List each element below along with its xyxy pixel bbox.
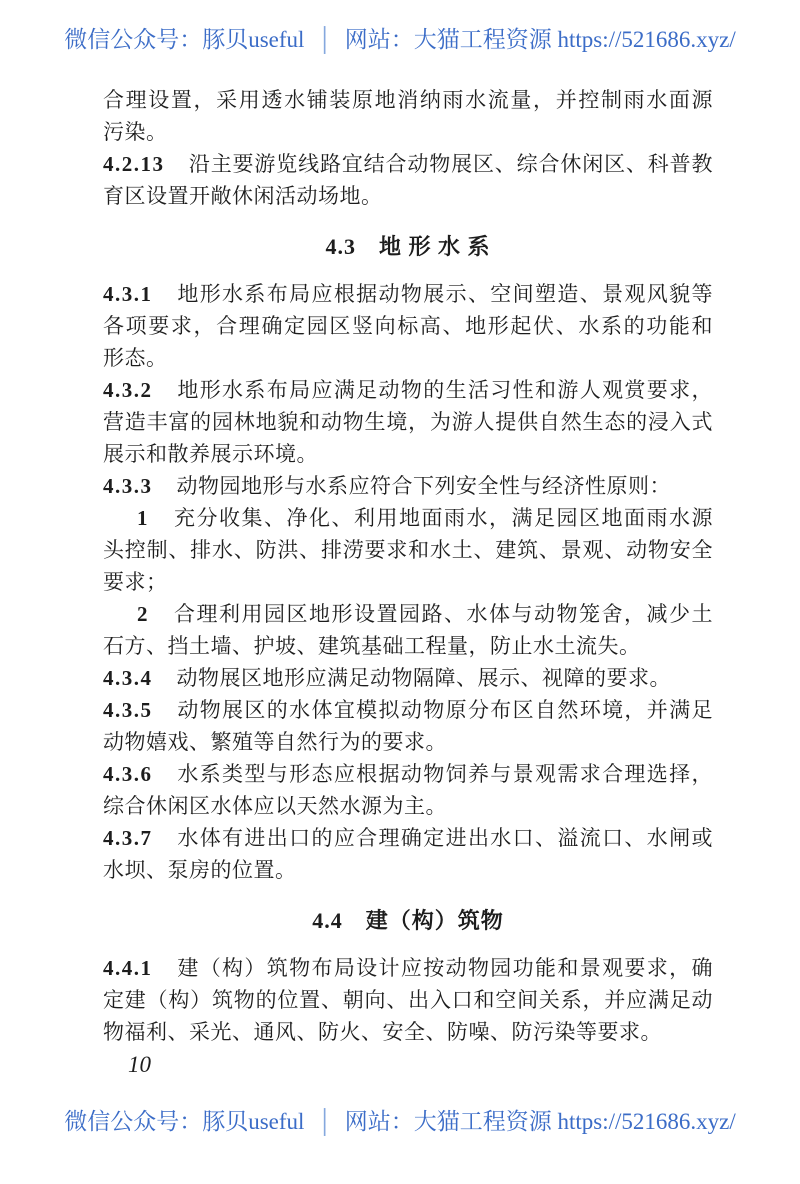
clause-line: 动物嬉戏、繁殖等自然行为的要求。 xyxy=(103,730,447,754)
clause-line: 定建（构）筑物的位置、朝向、出入口和空间关系，并应满足动 xyxy=(103,988,713,1012)
clause-line: 4.3.1 地形水系布局应根据动物展示、空间塑造、景观风貌等 xyxy=(103,282,713,306)
subitem-line: 2 合理利用园区地形设置园路、水体与动物笼舍，减少土 xyxy=(137,602,713,626)
clause-line: 各项要求，合理确定园区竖向标高、地形起伏、水系的功能和 xyxy=(103,314,713,338)
clause-block xyxy=(103,278,713,374)
clause-line: 综合休闲区水体应以天然水源为主。 xyxy=(103,794,447,818)
clause-block xyxy=(103,822,713,886)
paragraph-block xyxy=(103,84,713,148)
subitem-line: 1 充分收集、净化、利用地面雨水，满足园区地面雨水源 xyxy=(137,506,713,530)
document-body xyxy=(103,84,713,1048)
clause-line: 形态。 xyxy=(103,346,168,370)
watermark-header-right: 网站：大猫工程资源 https://521686.xyz/ xyxy=(344,27,736,52)
page-number: 10 xyxy=(128,1052,151,1077)
watermark-footer xyxy=(0,1108,800,1136)
paragraph-line: 合理设置，采用透水铺装原地消纳雨水流量，并控制雨水面源 xyxy=(103,88,713,112)
clause-line: 水坝、泵房的位置。 xyxy=(103,858,297,882)
clause-number: 2 xyxy=(137,602,149,626)
clause-number: 4.3.3 xyxy=(103,474,153,498)
watermark-header-left: 微信公众号：豚贝useful xyxy=(64,27,305,52)
section-heading: 4.3 地 形 水 系 xyxy=(325,234,491,259)
clause-line: 育区设置开敞休闲活动场地。 xyxy=(103,184,383,208)
clause-line: 4.3.6 水系类型与形态应根据动物饲养与景观需求合理选择， xyxy=(103,762,713,786)
clause-block xyxy=(103,758,713,822)
watermark-footer-left: 微信公众号：豚贝useful xyxy=(64,1109,305,1134)
clause-line: 营造丰富的园林地貌和动物生境，为游人提供自然生态的浸入式 xyxy=(103,410,713,434)
watermark-header xyxy=(0,26,800,54)
paragraph-line: 污染。 xyxy=(103,120,168,144)
subitem-line: 石方、挡土墙、护坡、建筑基础工程量，防止水土流失。 xyxy=(103,634,641,658)
clause-number: 4.3.7 xyxy=(103,826,153,850)
clause-line: 4.4.1 建（构）筑物布局设计应按动物园功能和景观要求，确 xyxy=(103,956,713,980)
clause-number: 4.2.13 xyxy=(103,152,165,176)
clause-number: 4.3.1 xyxy=(103,282,153,306)
clause-line: 4.3.2 地形水系布局应满足动物的生活习性和游人观赏要求， xyxy=(103,378,713,402)
watermark-separator-icon: │ xyxy=(316,27,333,52)
clause-line: 展示和散养展示环境。 xyxy=(103,442,318,466)
clause-number: 4.3.6 xyxy=(103,762,153,786)
clause-block xyxy=(103,662,713,694)
clause-block xyxy=(103,694,713,758)
clause-line: 4.3.3 动物园地形与水系应符合下列安全性与经济性原则： xyxy=(103,474,671,498)
watermark-separator-icon: │ xyxy=(316,1109,333,1134)
subitem-line: 头控制、排水、防洪、排涝要求和水土、建筑、景观、动物安全 xyxy=(103,538,713,562)
clause-line: 4.3.4 动物展区地形应满足动物隔障、展示、视障的要求。 xyxy=(103,666,671,690)
clause-block xyxy=(103,374,713,470)
watermark-footer-right: 网站：大猫工程资源 https://521686.xyz/ xyxy=(344,1109,736,1134)
clause-number: 4.3.2 xyxy=(103,378,153,402)
clause-line: 4.2.13 沿主要游览线路宜结合动物展区、综合休闲区、科普教 xyxy=(103,152,713,176)
clause-number: 4.3.4 xyxy=(103,666,153,690)
subitem-line: 要求； xyxy=(103,570,168,594)
section-heading: 4.4 建（构）筑物 xyxy=(312,908,504,933)
subitem-block xyxy=(103,598,713,662)
clause-line: 物福利、采光、通风、防火、安全、防噪、防污染等要求。 xyxy=(103,1020,662,1044)
clause-line: 4.3.5 动物展区的水体宜模拟动物原分布区自然环境，并满足 xyxy=(103,698,713,722)
clause-number: 1 xyxy=(137,506,149,530)
clause-number: 4.3.5 xyxy=(103,698,153,722)
subitem-block xyxy=(103,502,713,598)
clause-block xyxy=(103,148,713,212)
clause-line: 4.3.7 水体有进出口的应合理确定进出水口、溢流口、水闸或 xyxy=(103,826,713,850)
clause-number: 4.4.1 xyxy=(103,956,153,980)
clause-block xyxy=(103,952,713,1048)
clause-block xyxy=(103,470,713,502)
